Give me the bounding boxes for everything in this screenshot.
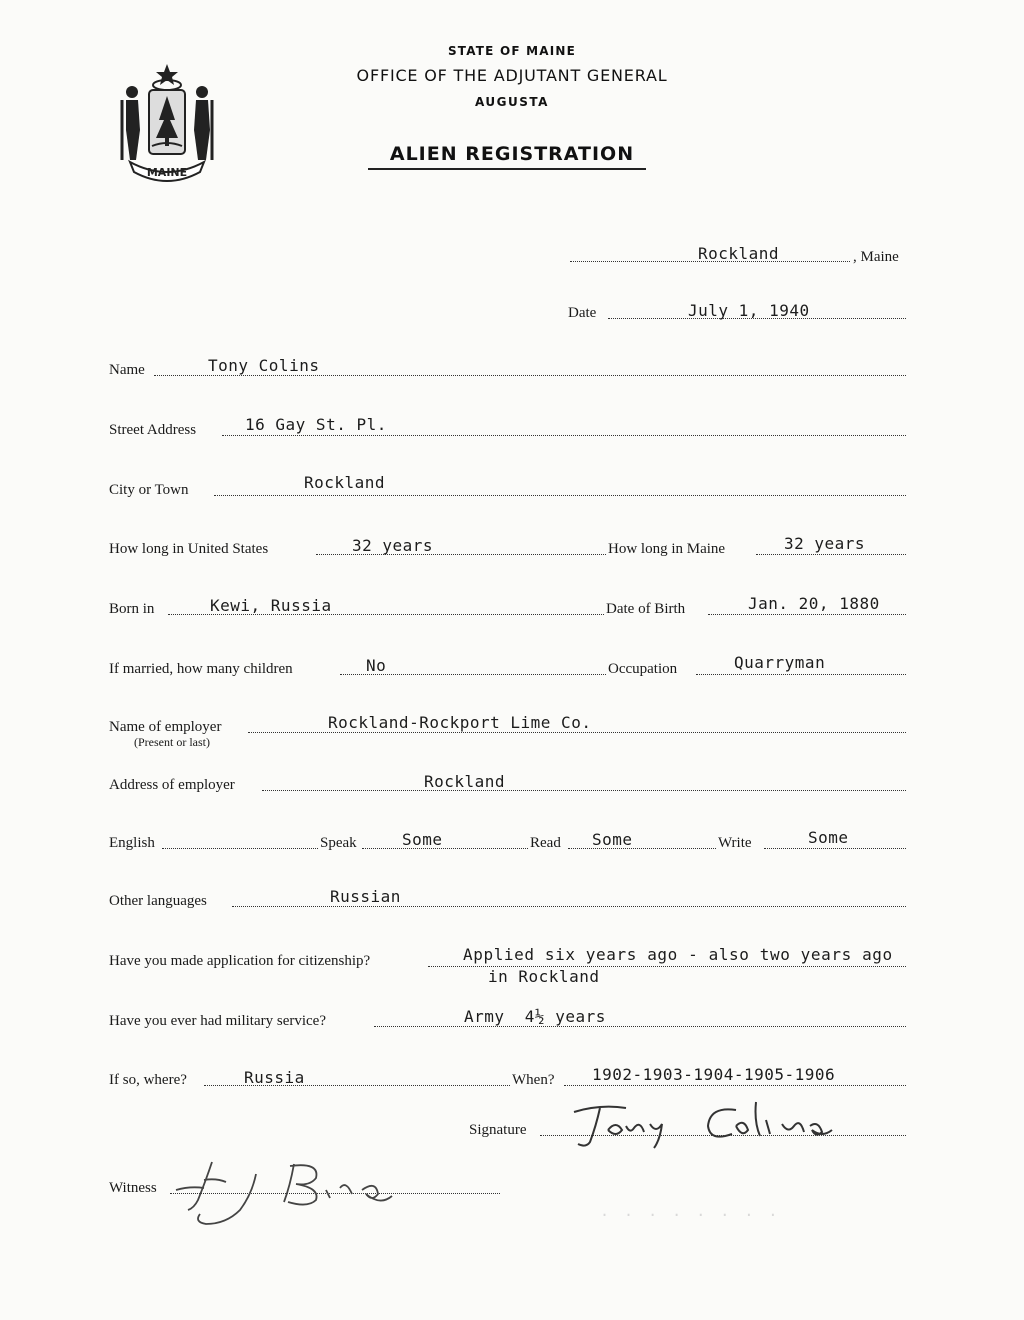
- us-duration-value: 32 years: [352, 536, 434, 555]
- dob-value: Jan. 20, 1880: [748, 594, 880, 613]
- military-label: Have you ever had military service?: [109, 1013, 326, 1029]
- citizenship-label: Have you made application for citizenship?: [109, 953, 371, 969]
- applicant-signature: [560, 1090, 860, 1150]
- read-label: Read: [530, 835, 561, 851]
- employer-label: Name of employer: [109, 719, 222, 735]
- street-label: Street Address: [109, 422, 197, 438]
- maine-duration-line: [756, 554, 906, 555]
- employer-sublabel: (Present or last): [134, 735, 210, 749]
- military-line: [374, 1026, 906, 1027]
- when-line: [564, 1085, 906, 1086]
- write-label: Write: [718, 835, 752, 851]
- employer-address-label: Address of employer: [109, 777, 235, 793]
- citizenship-value: Applied six years ago - also two years ago: [463, 945, 893, 964]
- children-value: No: [366, 656, 387, 675]
- occupation-label: Occupation: [608, 661, 678, 677]
- city-label: City or Town: [109, 482, 189, 498]
- employer-address-line: [262, 790, 906, 791]
- maine-duration-label: How long in Maine: [608, 541, 726, 557]
- street-value: 16 Gay St. Pl.: [245, 415, 387, 434]
- place-suffix: , Maine: [853, 249, 899, 265]
- read-value: Some: [592, 830, 633, 849]
- street-line: [222, 435, 906, 436]
- write-line: [764, 848, 906, 849]
- where-label: If so, where?: [109, 1072, 187, 1088]
- where-value: Russia: [244, 1068, 305, 1087]
- speak-line: [362, 848, 528, 849]
- dob-label: Date of Birth: [606, 601, 686, 617]
- witness-signature: [170, 1150, 410, 1230]
- svg-text:MAINE: MAINE: [146, 166, 188, 179]
- occupation-value: Quarryman: [734, 653, 826, 672]
- citizenship-value-line2: in Rockland: [488, 967, 600, 986]
- when-label: When?: [512, 1072, 555, 1088]
- english-label: English: [109, 835, 155, 851]
- us-duration-label: How long in United States: [109, 541, 269, 557]
- maine-duration-value: 32 years: [784, 534, 866, 553]
- header-city: AUGUSTA: [475, 95, 549, 109]
- form-title: ALIEN REGISTRATION: [389, 143, 635, 165]
- speak-label: Speak: [320, 835, 357, 851]
- signature-label: Signature: [469, 1122, 527, 1138]
- speak-value: Some: [402, 830, 443, 849]
- other-languages-label: Other languages: [109, 893, 207, 909]
- faint-stamp-mark: · · · · · · · ·: [600, 1206, 781, 1224]
- name-value: Tony Colins: [208, 356, 320, 375]
- children-label: If married, how many children: [109, 661, 293, 677]
- other-languages-line: [232, 906, 906, 907]
- employer-value: Rockland-Rockport Lime Co.: [328, 713, 592, 732]
- dob-line: [708, 614, 906, 615]
- born-label: Born in: [109, 601, 155, 617]
- name-line: [154, 375, 906, 376]
- header-office: OFFICE OF THE ADJUTANT GENERAL: [356, 66, 668, 85]
- employer-address-value: Rockland: [424, 772, 506, 791]
- military-value: Army 4½ years: [464, 1007, 606, 1026]
- place-value: Rockland: [698, 244, 780, 263]
- when-value: 1902-1903-1904-1905-1906: [592, 1065, 836, 1084]
- other-languages-value: Russian: [330, 887, 401, 906]
- witness-label: Witness: [109, 1180, 157, 1196]
- occupation-line: [696, 674, 906, 675]
- date-label: Date: [568, 305, 597, 321]
- date-value: July 1, 1940: [688, 301, 810, 320]
- city-line: [214, 495, 906, 496]
- read-line: [568, 848, 716, 849]
- title-underline: [368, 168, 646, 170]
- born-value: Kewi, Russia: [210, 596, 332, 615]
- write-value: Some: [808, 828, 849, 847]
- city-value: Rockland: [304, 473, 386, 492]
- header-state: STATE OF MAINE: [447, 44, 577, 58]
- name-label: Name: [109, 362, 145, 378]
- english-line: [162, 848, 318, 849]
- employer-line: [248, 732, 906, 733]
